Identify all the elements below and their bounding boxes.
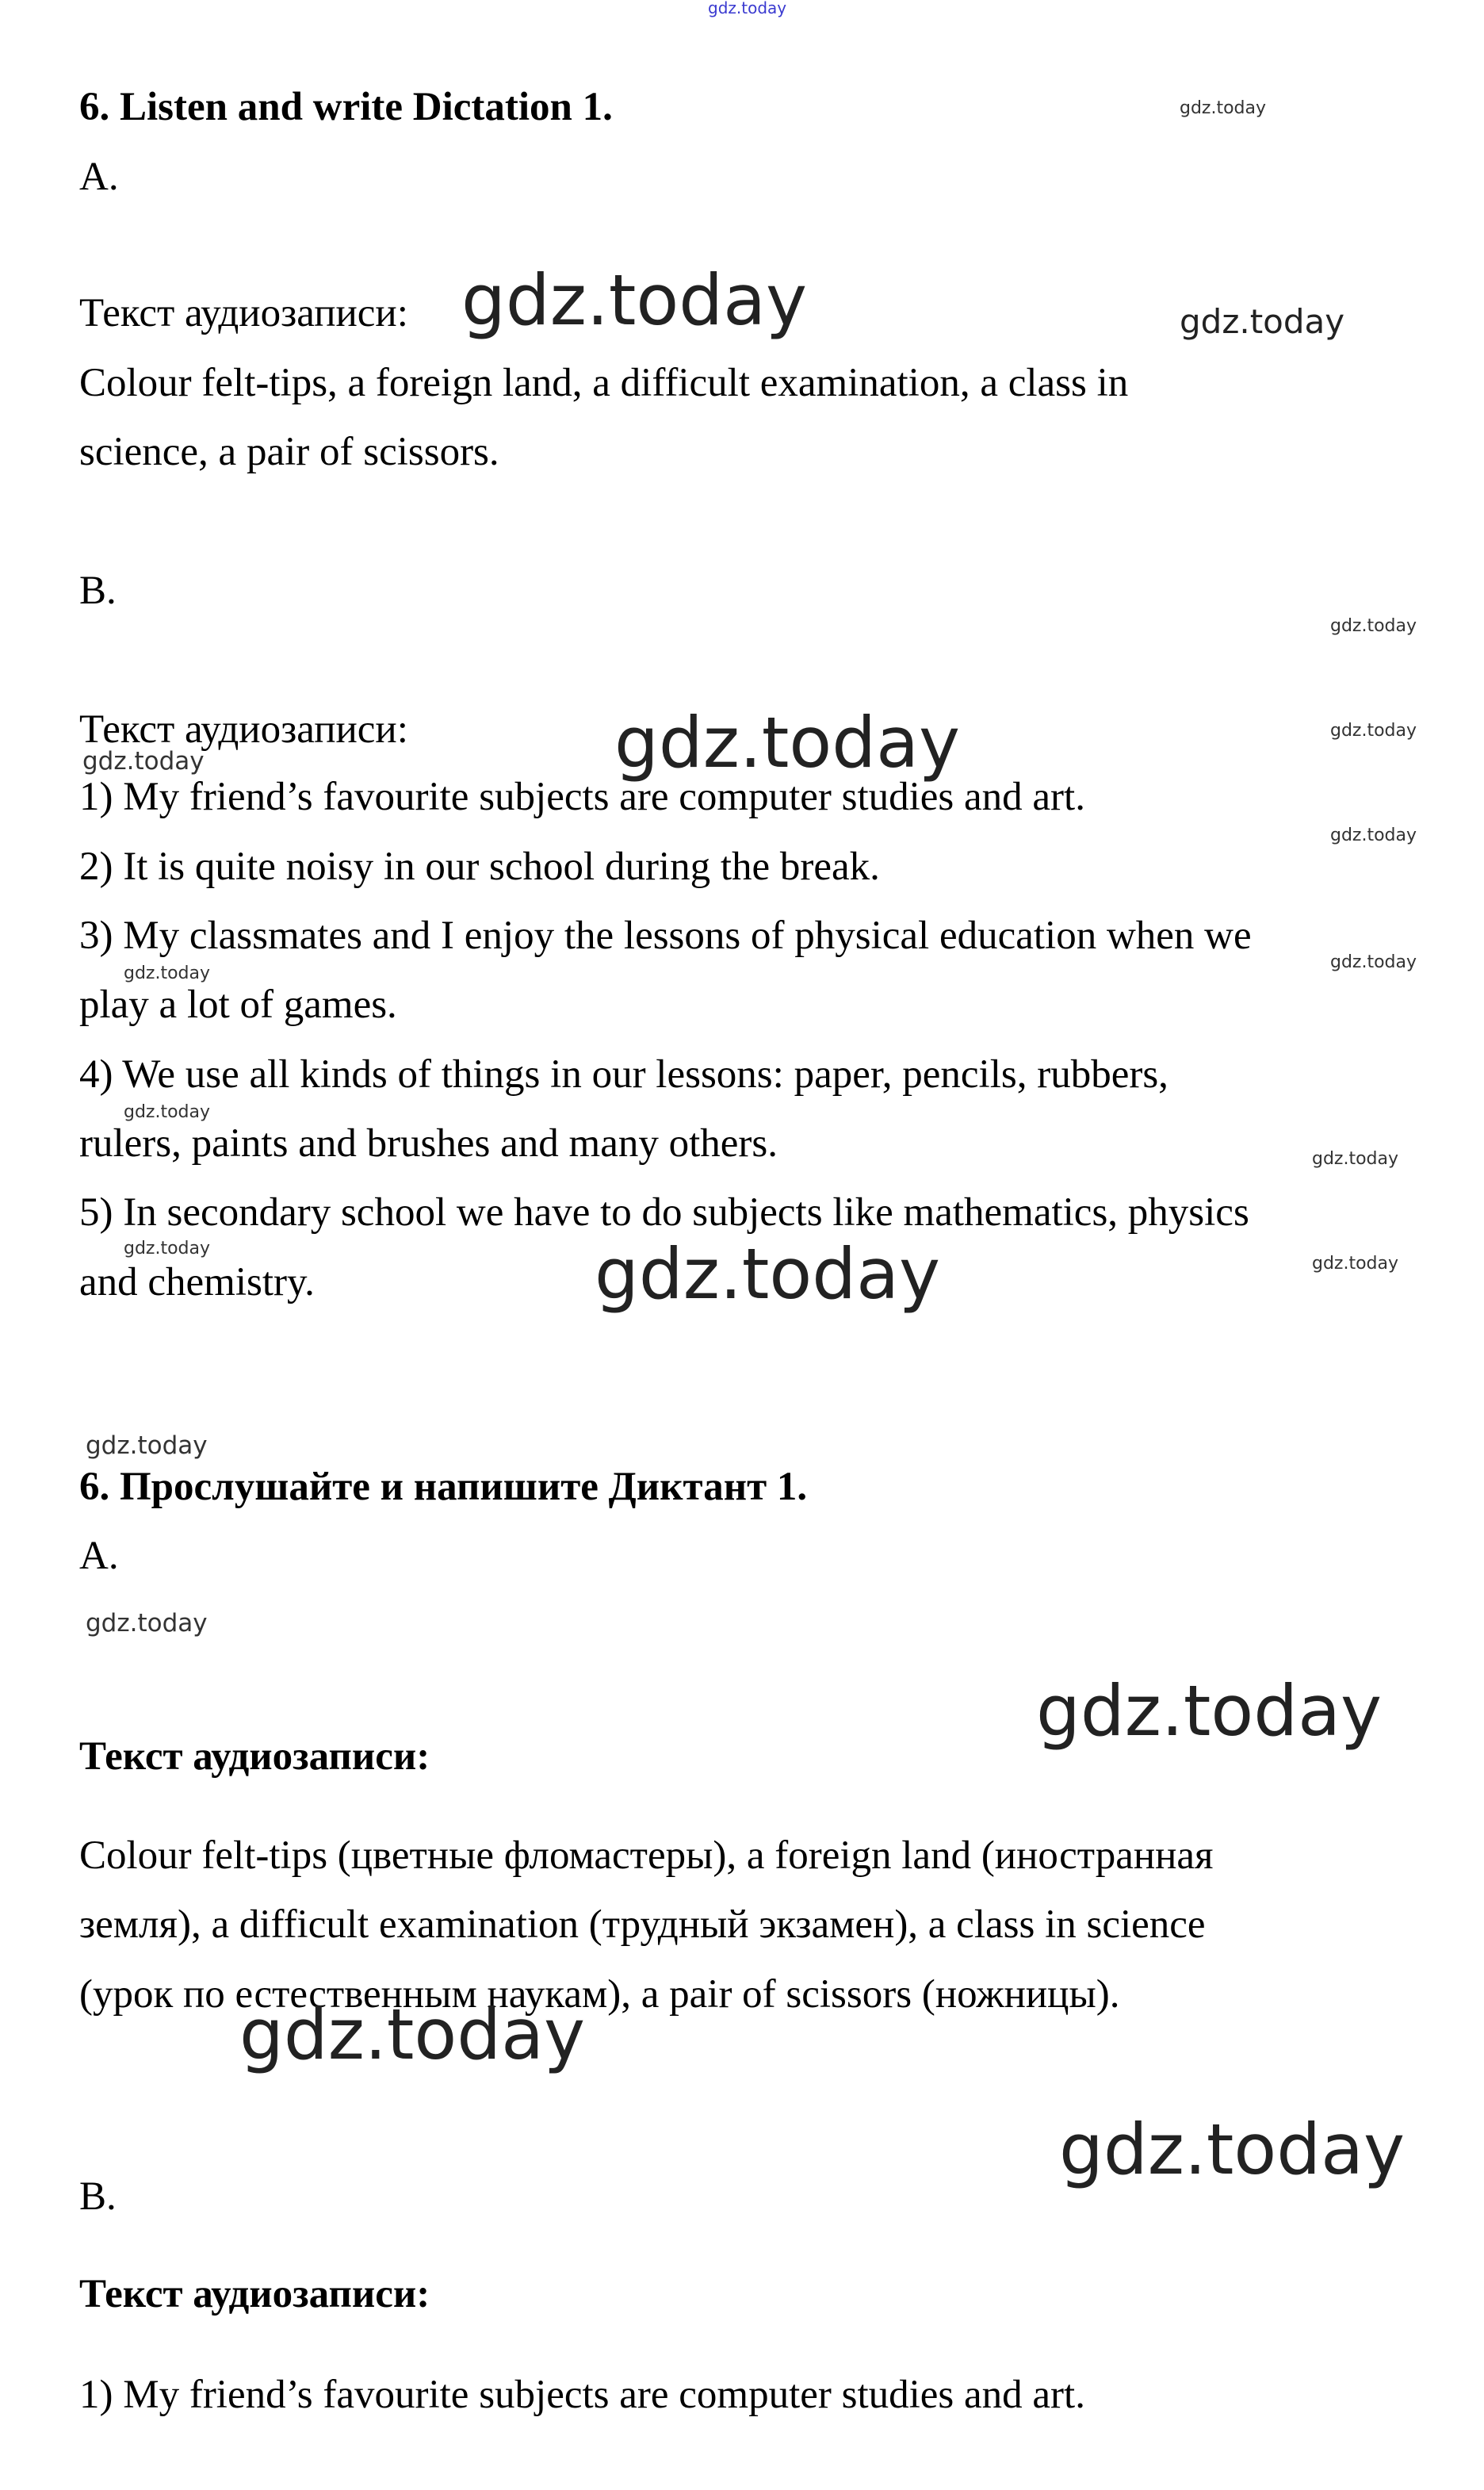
watermark: gdz.today: [124, 963, 211, 983]
part-b-line-6: rulers, paints and brushes and many others.: [79, 1121, 778, 1166]
part-a-label: A.: [79, 155, 119, 199]
watermark: gdz.today: [124, 1102, 211, 1122]
watermark: gdz.today: [1036, 1670, 1383, 1752]
watermark: gdz.today: [614, 702, 961, 783]
ru-part-a-label: A.: [79, 1534, 119, 1578]
watermark: gdz.today: [86, 1431, 208, 1460]
part-b-line-8: and chemistry.: [79, 1260, 315, 1304]
ru-part-a-line-2: земля), a difficult examination (трудный экзамен), a class in science: [79, 1902, 1206, 1947]
watermark: gdz.today: [1330, 826, 1417, 845]
part-b-line-7: 5) In secondary school we have to do subjects like mathematics, physics: [79, 1190, 1249, 1235]
part-b-line-1: 1) My friend’s favourite subjects are computer studies and art.: [79, 775, 1085, 819]
part-a-caption: Текст аудиозаписи:: [79, 291, 408, 335]
ru-part-a-line-1: Colour felt-tips (цветные фломастеры), a foreign land (иностранная: [79, 1833, 1214, 1878]
heading-russian: 6. Прослушайте и напишите Диктант 1.: [79, 1465, 808, 1509]
watermark: gdz.today: [1330, 721, 1417, 741]
ru-part-b-label: B.: [79, 2174, 117, 2219]
watermark: gdz.today: [1312, 1254, 1399, 1274]
part-b-line-5: 4) We use all kinds of things in our lessons: paper, pencils, rubbers,: [79, 1052, 1168, 1097]
watermark: gdz.today: [1180, 98, 1267, 118]
ru-part-b-caption: Текст аудиозаписи:: [79, 2272, 430, 2316]
watermark: gdz.today: [1330, 952, 1417, 972]
watermark: gdz.today: [595, 1233, 941, 1315]
watermark: gdz.today: [461, 259, 808, 341]
part-b-label: B.: [79, 569, 117, 613]
watermark: gdz.today: [1312, 1149, 1399, 1169]
part-a-line-1: Colour felt-tips, a foreign land, a difficult examination, a class in: [79, 361, 1129, 405]
part-b-caption: Текст аудиозаписи:: [79, 707, 408, 752]
ru-part-b-line-1: 1) My friend’s favourite subjects are computer studies and art.: [79, 2373, 1085, 2417]
watermark: gdz.today: [1330, 616, 1417, 636]
part-b-line-2: 2) It is quite noisy in our school during the break.: [79, 845, 880, 889]
watermark: gdz.today: [1059, 2109, 1406, 2190]
watermark: gdz.today: [86, 1609, 208, 1638]
watermark: gdz.today: [124, 1239, 211, 1258]
part-b-line-3: 3) My classmates and I enjoy the lessons of physical education when we: [79, 914, 1252, 958]
part-b-line-4: play a lot of games.: [79, 983, 397, 1027]
heading-english: 6. Listen and write Dictation 1.: [79, 85, 613, 129]
watermark: gdz.today: [82, 747, 205, 776]
watermark: gdz.today: [1180, 302, 1345, 341]
ru-part-a-line-3: (урок по естественным наукам), a pair of scissors (ножницы).: [79, 1972, 1120, 2017]
watermark-top: gdz.today: [708, 0, 787, 17]
watermark: gdz.today: [239, 1994, 586, 2075]
part-a-line-2: science, a pair of scissors.: [79, 430, 499, 474]
ru-part-a-caption: Текст аудиозаписи:: [79, 1734, 430, 1779]
